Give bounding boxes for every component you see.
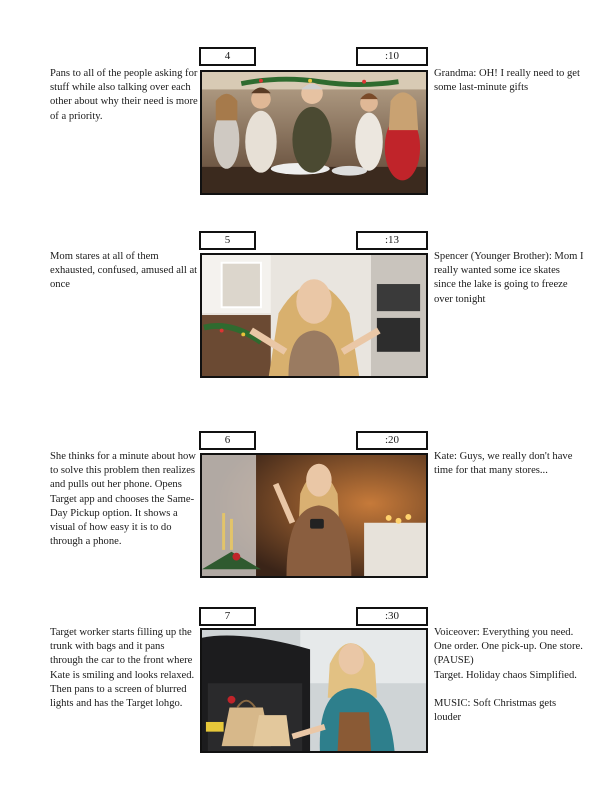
panel-timestamp: :20 <box>356 431 428 450</box>
panel-number: 4 <box>199 47 256 66</box>
panel-number: 6 <box>199 431 256 450</box>
panel-timestamp: :10 <box>356 47 428 66</box>
panel-image-mom-shrugging <box>200 253 428 378</box>
panel-dialogue: Spencer (Younger Brother): Mom I really wanted some ice skates since the lake is going to freeze over tonight <box>434 251 584 305</box>
panel-timestamp: :13 <box>356 231 428 250</box>
panel-image-worker-loading-trunk <box>200 628 428 753</box>
panel-description: She thinks for a minute about how to solve this problem then realizes and pulls out her phone. Opens Target app and chooses the Same-Day Pickup option. It shows a visual of how easy it is to do through a phone. <box>50 451 196 548</box>
panel-number: 7 <box>199 607 256 626</box>
panel-number: 5 <box>199 231 256 250</box>
panel-description: Target worker starts filling up the trunk with bags and it pans through the car to the front where Kate is smiling and looks relaxed. Then pans to a screen of blurred lights and has the Target lohgo. <box>50 627 195 710</box>
panel-timestamp: :30 <box>356 607 428 626</box>
panel-description: Mom stares at all of them exhausted, confused, amused all at once <box>50 251 198 291</box>
panel-image-family-arguing <box>200 70 428 195</box>
panel-dialogue: Voiceover: Everything you need. One order. One pick-up. One store. (PAUSE) Target. Holiday chaos Simplified. MUSIC: Soft Christmas gets louder <box>434 627 583 724</box>
panel-image-mom-with-phone <box>200 453 428 578</box>
panel-description: Pans to all of the people asking for stuff while also talking over each other about why their need is more of a priority. <box>50 68 198 122</box>
panel-dialogue: Grandma: OH! I really need to get some last-minute gifts <box>434 68 580 94</box>
panel-dialogue: Kate: Guys, we really don't have time for that many stores... <box>434 451 573 477</box>
